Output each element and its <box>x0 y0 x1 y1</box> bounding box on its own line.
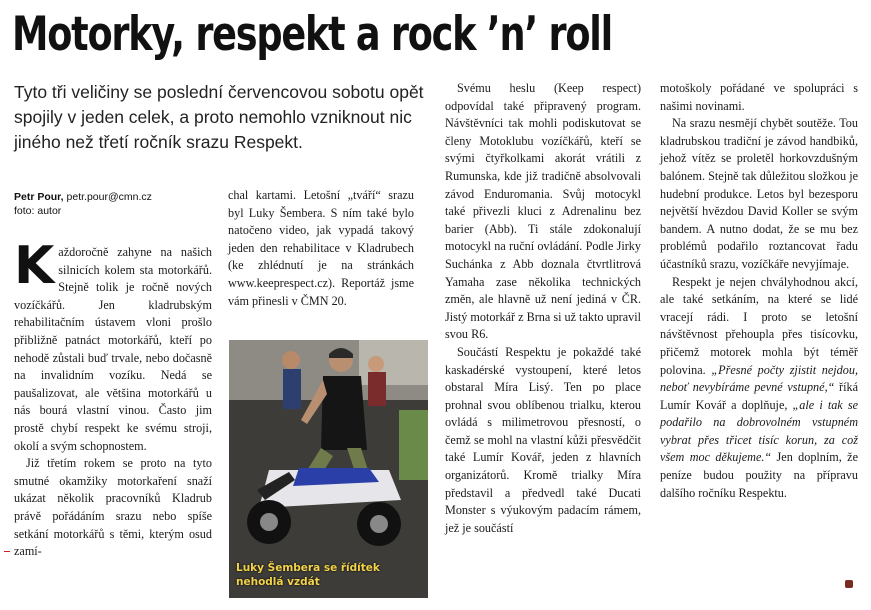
column-3 <box>445 80 641 537</box>
column-1 <box>14 236 212 561</box>
paragraph <box>14 236 212 455</box>
headline: Motorky, respekt a rock ’n’ roll <box>12 7 612 62</box>
paragraph: Součástí Respektu je pokaždé také kaskadérské vystoupení, které letos obstaral Míra Lisý. Ten po place prohnal svou oblíbenou trialku, kterou ovládá s milimetrovou přesností, o čemž se mohl na vlastní kůži přesvědčit také Lumír Kovář, jeden z hlavních organizátorů. Kromě trialky Míra představil a předvedl také Ducati Monster s výukovým padacím rámem, jež je součástí <box>445 344 641 535</box>
paragraph-text: Respekt je nejen chvályhodnou akcí, ale také setkáním, na které se lidé vracejí rádi. I proto se letošní návštěvnost přehoupla přes tisícovku, přičemž motorek mohla být téměř polovina. <box>660 274 858 377</box>
author-email: petr.pour@cmn.cz <box>63 191 152 203</box>
quote: „Přesné počty zjistit nejdou, neboť nevybíráme pevné vstupné,“ <box>660 362 858 395</box>
photo-credit: foto: autor <box>14 205 62 217</box>
margin-mark <box>4 551 10 552</box>
drop-cap: K <box>14 236 55 296</box>
paragraph-text: aždoročně zahyne na našich silnicích kolem sta motorkářů. Stejně tolik je ročně nových vozíčkářů. Jen kladrubským rehabilitačním ústavem vloni prošlo přibližně patnáct motorkářů, kteří po nehodě zůstali buď trvale, nebo dočasně na invalidním vozíku. Nedá se paušalizovat, ale většina motorkářů u nás bourá vlastní vinou. Často jim prostě chybí respekt ke svému stroji, okolí a svým schopnostem. <box>14 245 212 453</box>
paragraph: motoškoly pořádané ve spolupráci s našimi novinami. <box>660 81 858 113</box>
paragraph-text: Jen doplním, že peníze budou použity na přípravu dalšího ročníku Respektu. <box>660 450 858 500</box>
column-2 <box>228 187 414 310</box>
paragraph <box>660 274 858 503</box>
column-4 <box>660 80 858 502</box>
photo-illustration <box>229 340 428 598</box>
paragraph: chal kartami. Letošní „tváří“ srazu byl Luky Šembera. S ním také bylo natočeno video, jak vypadá takový jeden den rehabilitace v Kladrubech (ke zhlédnutí je na stránkách www.keeprespect.cz). Reportáž jsme vám přinesli v ČMN 20. <box>228 188 414 308</box>
author-name: Petr Pour, <box>14 191 64 203</box>
paragraph: Na srazu nesmějí chybět soutěže. Tou kladrubskou tradiční je závod handbiků, jehož vítěz se proletěl horkovzdušným balónem. Stejně tak důležitou složkou je hudební produkce. Letos byl bezesporu největší hvězdou David Koller se svým bandem. A nutno dodat, že se mu bez problémů podařilo roztancovat řadu účastníků srazu, vozíčkáře nevyjímaje. <box>660 116 858 271</box>
article-photo <box>229 340 428 598</box>
paragraph: Svému heslu (Keep respect) odpovídal také připravený program. Návštěvníci tak mohli podiskutovat se členy Motoklubu vozíčkářů, kteří se svými čtyřkolkami akorát vrátili z Rumunska, kde již tradičně absolvovali závod Enduromania. Svůj motocykl také přivezli kluci z Adrenalinu bez barier (Abb). Ti stále zdokonalují motocykl na ruční ovládání. Podle Jirky Suchánka z Abb doznala čtvrtlitrová Yamaha zase několika technických změn, ale hlavně už není jediná v ČR. Jistý motorkář z Brna si už takto upravil svou R6. <box>445 81 641 342</box>
end-mark <box>845 580 853 588</box>
paragraph: Již třetím rokem se proto na tyto smutné okamžiky motorkaření snaží ukázat několik pracovníků Kladrub právě pořádáním srazu nebo spíše setkání motorkářů s těmi, kterým osud zamí- <box>14 456 212 559</box>
byline <box>14 190 214 218</box>
paragraph-text: říká Lumír Kovář a doplňuje, <box>660 380 858 412</box>
perex: Tyto tři veličiny se poslední červencovou sobotu opět spojily v jeden celek, a proto nemohlo vzniknout nic jiného než třetí ročník srazu Respekt. <box>14 82 424 152</box>
photo-caption: Luky Šembera se řídítek nehodlá vzdát <box>236 562 380 588</box>
quote: „ale i tak se podařilo na dobrovolném vstupném vybrat přes třicet tisíc korun, za což všem moc děkujeme.“ <box>660 397 858 465</box>
